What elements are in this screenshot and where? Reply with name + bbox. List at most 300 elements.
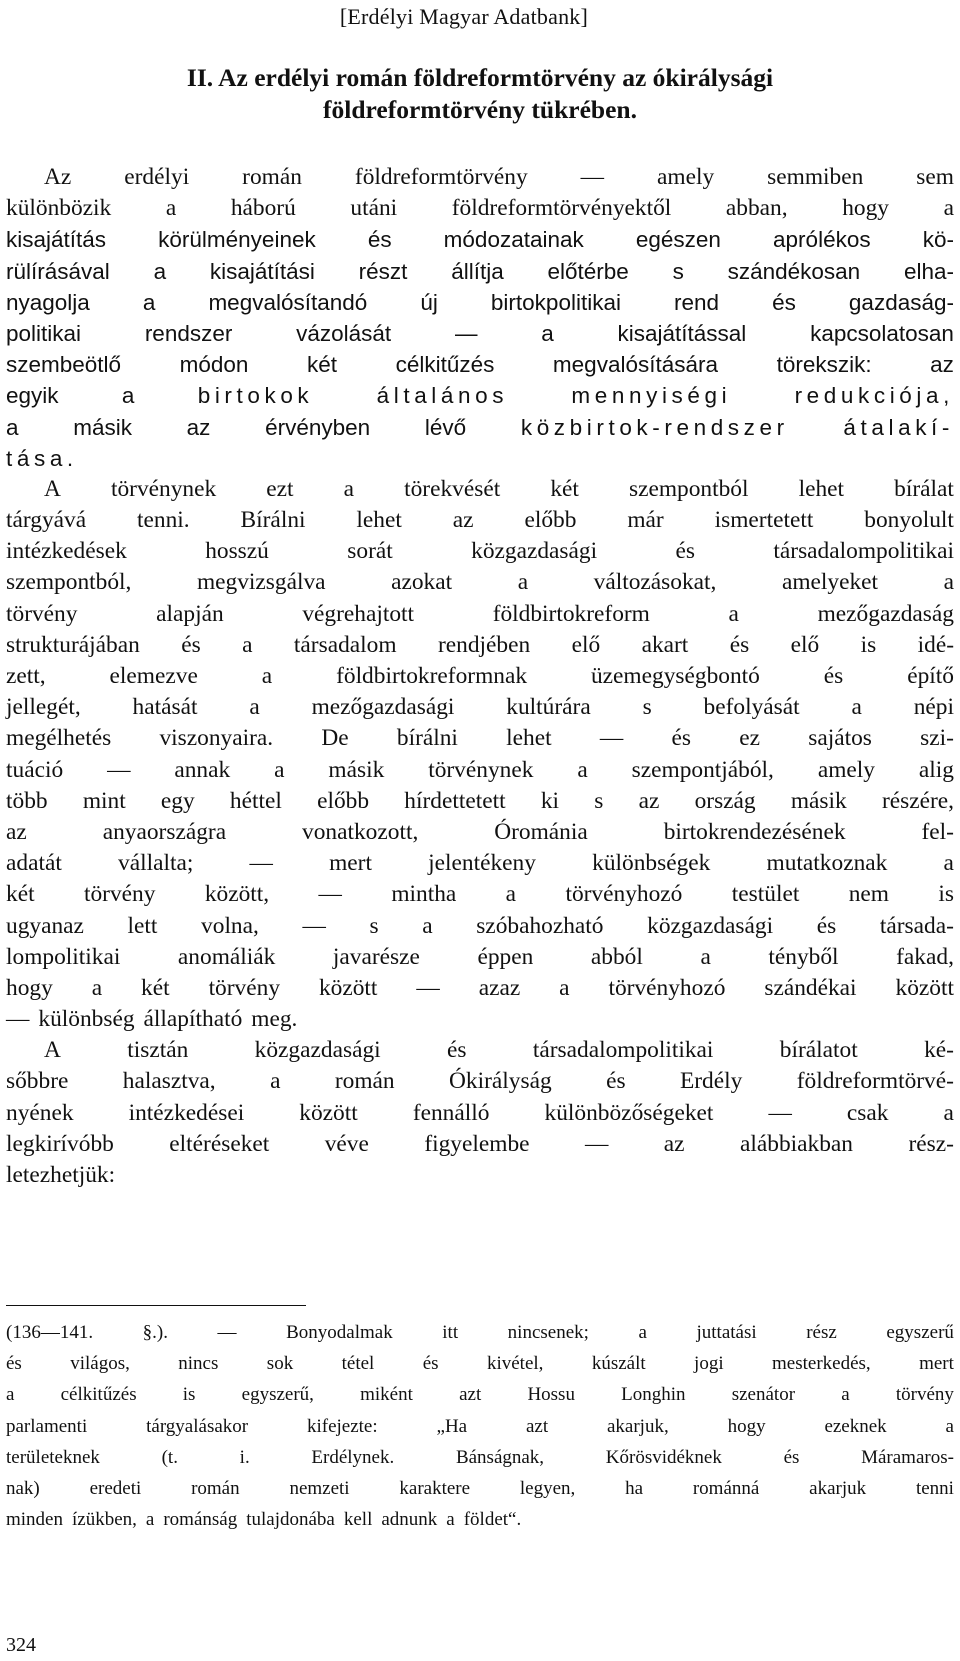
body-word: másik — [328, 756, 385, 783]
footnote-word: miként — [360, 1384, 413, 1406]
body-word: társada- — [879, 912, 954, 939]
body-word: elő — [571, 631, 601, 658]
body-word: halasztva, — [122, 1068, 216, 1095]
body-line — [6, 536, 954, 567]
body-word: állapítható — [143, 1006, 243, 1033]
body-word: két — [141, 974, 170, 1001]
footnote-word: földet“. — [463, 1509, 522, 1531]
body-word: kapcsolatosan — [810, 320, 954, 346]
body-word: törvény — [83, 881, 156, 908]
body-word: megélhetés — [6, 725, 112, 752]
body-word: átalakí- — [843, 414, 954, 440]
footnote-line — [6, 1318, 954, 1349]
body-word: rész- — [908, 1130, 954, 1157]
footnote-word: akarjuk, — [606, 1415, 669, 1437]
body-word: az — [452, 507, 474, 534]
body-word: tása. — [6, 445, 78, 471]
body-word: s — [642, 694, 652, 721]
body-word: egy — [160, 787, 195, 814]
footnote-line — [6, 1443, 954, 1474]
body-word: hogy — [842, 195, 889, 222]
body-word: hosszú — [205, 538, 269, 565]
footnote-word: területeknek — [6, 1446, 100, 1468]
body-word: adatát — [6, 850, 62, 877]
body-line — [6, 224, 954, 255]
body-word: népi — [913, 694, 954, 721]
section-title — [0, 62, 960, 126]
footnote-word: Bánságnak, — [455, 1446, 545, 1468]
body-word: és — [772, 289, 796, 315]
body-word: között — [318, 974, 378, 1001]
body-word: akart — [641, 631, 689, 658]
body-word: intézkedései — [128, 1099, 245, 1126]
body-line — [6, 848, 954, 879]
body-word: az — [638, 787, 660, 814]
body-word: s — [369, 912, 379, 939]
body-word: zett, — [6, 663, 46, 689]
footnote-word: kell — [343, 1509, 373, 1531]
body-word: új — [420, 289, 438, 315]
body-word: abban, — [725, 195, 788, 222]
body-word: törekszik: — [776, 352, 872, 378]
body-word: elha- — [903, 258, 954, 284]
footnote-word: kifejezte: — [306, 1415, 378, 1437]
body-line — [6, 817, 954, 848]
body-word: jelentékeny — [428, 850, 536, 877]
body-word: közgazdasági — [471, 538, 598, 565]
body-word: érvényben — [265, 414, 371, 440]
body-word: körülményeinek — [158, 227, 316, 253]
footnote-word: a — [6, 1384, 15, 1406]
section-title-line-2: földreformtörvény tükrében. — [323, 95, 637, 124]
body-word: nem — [848, 881, 889, 908]
body-word: tuáció — [6, 756, 64, 783]
body-line — [6, 505, 954, 536]
body-word: lehet — [506, 725, 552, 752]
footnote-word: (136—141. — [6, 1322, 94, 1343]
body-word: testület — [731, 881, 800, 908]
body-word: a — [577, 756, 588, 783]
footnote-word: román — [191, 1477, 240, 1499]
footnote-word: mert — [919, 1353, 954, 1375]
body-word: anyaországra — [102, 818, 227, 845]
body-word: s — [594, 787, 604, 814]
body-word: különbség — [38, 1006, 135, 1033]
body-word: fennálló — [412, 1099, 490, 1126]
body-word: rendjében — [437, 631, 531, 658]
body-line — [6, 599, 954, 630]
body-word: és — [606, 1068, 626, 1095]
body-word: társadalompolitikai — [532, 1037, 714, 1064]
body-word: földbirtokreform — [492, 600, 650, 627]
body-word: és — [675, 538, 696, 565]
body-word: közgazdasági — [647, 912, 774, 939]
body-line — [6, 1129, 954, 1160]
body-word: sajátos — [808, 725, 872, 752]
body-word: megvalósítására — [552, 352, 719, 378]
body-word: amely — [817, 756, 875, 783]
body-word: általános — [376, 383, 509, 409]
body-word: építő — [907, 663, 954, 689]
body-word: törekvését — [404, 475, 501, 502]
body-word: rendszer — [144, 320, 233, 346]
footnote-word: ha — [625, 1477, 644, 1499]
body-word: közgazdasági — [254, 1037, 381, 1064]
body-word: tényből — [768, 943, 839, 970]
body-word: két — [306, 352, 337, 378]
body-word: hogy — [6, 974, 53, 1001]
footnote-word: és — [422, 1353, 439, 1375]
footnote-word: nincs — [178, 1353, 219, 1375]
body-line — [6, 443, 954, 474]
body-word: különbözőségeket — [544, 1099, 714, 1126]
body-word: sem — [916, 164, 954, 190]
body-word: és — [671, 725, 691, 752]
body-word: és — [447, 1037, 467, 1064]
body-word: bírálatot — [779, 1037, 858, 1064]
body-word: lett — [127, 912, 158, 939]
body-word: fakad, — [896, 943, 954, 970]
body-word: a — [274, 756, 285, 783]
body-word: az — [930, 352, 954, 378]
body-word: a — [943, 569, 954, 596]
body-line — [6, 630, 954, 661]
body-word: között — [299, 1099, 358, 1126]
body-word: — — [580, 164, 605, 190]
body-word: változásokat, — [593, 569, 717, 596]
body-word: végrehajtott — [302, 600, 415, 627]
body-word: a — [270, 1068, 281, 1095]
body-word: szándékosan — [727, 258, 861, 284]
body-line — [6, 474, 954, 505]
body-word: rend — [674, 289, 720, 315]
body-line — [6, 786, 954, 817]
body-word: a — [505, 881, 517, 908]
body-word: fel- — [921, 818, 954, 845]
body-word: — — [454, 320, 478, 346]
body-word: a — [91, 974, 103, 1001]
body-word: a — [943, 1099, 954, 1126]
body-word: szempontjából, — [631, 756, 774, 783]
body-word: különbözik — [6, 195, 112, 222]
body-word: vonatkozott, — [302, 818, 419, 845]
body-word: kisajátítással — [617, 320, 747, 346]
footnote-word: nemzeti — [289, 1477, 350, 1499]
footnote-word: és — [783, 1446, 800, 1468]
body-word: hírdettetett — [404, 787, 506, 814]
body-word: román — [242, 164, 302, 190]
body-word: s — [672, 258, 684, 284]
body-word: Órománia — [494, 818, 588, 845]
body-word: alig — [918, 756, 954, 783]
body-word: az — [663, 1130, 685, 1157]
body-word: közbirtok-rendszer — [520, 414, 789, 440]
body-word: földbirtokreformnak — [336, 663, 528, 689]
footnote-word: legyen, — [519, 1477, 576, 1499]
footnote-word: tétel — [341, 1353, 375, 1375]
body-word: két — [550, 475, 579, 502]
body-word: másik — [790, 787, 847, 814]
footnote-word: és — [6, 1353, 22, 1375]
body-word: vázolását — [296, 320, 392, 346]
body-line — [6, 412, 954, 443]
body-word: a — [6, 414, 19, 440]
body-word: redukciója, — [794, 383, 954, 409]
footnote-word: itt — [442, 1322, 459, 1343]
footnote-word: egyszerű — [886, 1322, 954, 1343]
body-word: tárgyává — [6, 507, 87, 534]
body-word: aprólékos — [773, 227, 871, 253]
body-word: — — [6, 1006, 30, 1033]
body-word: elő — [790, 631, 820, 658]
body-word: állítja — [451, 258, 504, 284]
footnote-word: akarjuk — [809, 1477, 867, 1499]
footnote-word: ezeknek — [824, 1415, 887, 1437]
body-word: birtokrendezésének — [663, 818, 846, 845]
body-word: véve — [324, 1130, 369, 1157]
section-title-line-1: II. Az erdélyi román földreformtörvény az ókirálysági — [186, 63, 774, 92]
body-word: hatását — [132, 694, 198, 721]
body-word: javarésze — [332, 943, 420, 970]
footnote-word: minden — [6, 1509, 63, 1531]
body-word: — — [416, 974, 440, 1001]
body-line — [6, 723, 954, 754]
footnote-word: románság — [163, 1509, 238, 1531]
body-word: is — [860, 631, 877, 658]
body-word: anomáliák — [177, 943, 276, 970]
body-word: kultúrára — [506, 694, 591, 721]
body-word: törvény — [208, 974, 281, 1001]
body-word: a — [261, 663, 273, 689]
body-word: gazdaság- — [848, 289, 954, 315]
footnote-word: világos, — [70, 1353, 130, 1375]
body-word: előbb — [317, 787, 370, 814]
footnote-word: adnunk — [381, 1509, 438, 1531]
body-word: és — [367, 227, 392, 253]
footnote-line — [6, 1412, 954, 1443]
body-word: bírálni — [396, 725, 458, 752]
body-word: erdélyi — [124, 164, 190, 190]
footnote-word: „Ha — [436, 1415, 468, 1437]
body-word: szembeötlő — [6, 352, 122, 378]
body-word: nyagolja — [6, 289, 90, 315]
body-word: is — [938, 881, 954, 908]
body-line — [6, 1066, 954, 1097]
footnote-word: is — [182, 1384, 196, 1406]
footnote-word: parlamenti — [6, 1415, 88, 1437]
body-word: ez — [739, 725, 760, 752]
body-line — [6, 1160, 954, 1191]
body-word: román — [334, 1068, 395, 1095]
body-word: ország — [694, 787, 756, 814]
body-word: és — [181, 631, 201, 658]
body-word: mert — [329, 850, 372, 877]
body-word: rülírásával — [6, 258, 110, 284]
body-word: — — [584, 1130, 609, 1157]
body-word: A — [44, 1037, 61, 1064]
body-line — [6, 973, 954, 1004]
body-word: és — [823, 663, 844, 689]
footnote-word: (t. — [161, 1446, 178, 1468]
body-word: annak — [174, 756, 231, 783]
body-word: ugyanaz — [6, 912, 84, 939]
body-word: módozatainak — [443, 227, 584, 253]
body-word: tenni. — [137, 507, 190, 534]
body-word: viszonyaira. — [159, 725, 274, 752]
body-word: idé- — [917, 631, 954, 658]
footnote-word: rész — [806, 1322, 837, 1343]
body-word: meg. — [251, 1006, 298, 1033]
body-word: sőbbre — [6, 1068, 69, 1095]
body-line — [6, 1035, 954, 1066]
body-word: abból — [590, 943, 643, 970]
body-word: a — [943, 850, 954, 877]
body-line — [6, 1004, 954, 1035]
body-line — [6, 567, 954, 598]
body-word: földreformtörvényektől — [451, 195, 672, 222]
body-line — [6, 692, 954, 723]
body-word: a — [249, 694, 260, 721]
body-word: ki — [540, 787, 560, 814]
body-word: bírálat — [894, 475, 954, 502]
footnote-line — [6, 1380, 954, 1411]
body-word: célkitűzés — [395, 352, 495, 378]
body-word: semmiben — [767, 164, 864, 190]
body-word: Az — [44, 164, 72, 190]
body-word: — — [599, 725, 624, 752]
body-word: a — [343, 475, 355, 502]
body-word: törvénynek — [110, 475, 217, 502]
body-word: — — [768, 1099, 792, 1126]
body-line — [6, 755, 954, 786]
body-word: a — [728, 600, 739, 627]
footnote-word: Erdélynek. — [311, 1446, 395, 1468]
body-word: és — [816, 912, 837, 939]
body-word: részére, — [881, 787, 954, 814]
body-word: legkirívóbb — [6, 1130, 114, 1157]
footnote-word: Hossu — [527, 1384, 575, 1406]
footnote-word: nak) — [6, 1477, 40, 1499]
body-word: Ókirályság — [449, 1068, 552, 1095]
body-word: részt — [358, 258, 408, 284]
body-word: bonyolult — [864, 507, 954, 534]
footnote-word: karaktere — [399, 1477, 471, 1499]
footnote-word: azt — [459, 1384, 482, 1406]
body-word: a — [559, 974, 570, 1001]
body-word: üzemegységbontó — [590, 663, 760, 689]
body-word: a — [700, 943, 711, 970]
footnote-line — [6, 1505, 954, 1536]
body-word: lompolitikai — [6, 943, 121, 970]
footnote-word: románná — [692, 1477, 760, 1499]
body-word: intézkedések — [6, 538, 127, 565]
body-word: a — [517, 569, 529, 596]
footnote-word: tenni — [915, 1477, 954, 1499]
footnote-word: a — [841, 1384, 850, 1406]
body-word: megvizsgálva — [196, 569, 326, 596]
body-word: lehet — [798, 475, 845, 502]
body-word: két — [6, 881, 35, 908]
body-word: befolyását — [703, 694, 800, 721]
source-header: [Erdélyi Magyar Adatbank] — [339, 4, 588, 29]
body-line — [6, 256, 954, 287]
body-word: és — [729, 631, 750, 658]
body-line — [6, 879, 954, 910]
body-word: a — [242, 631, 253, 658]
body-word: Erdély — [679, 1068, 743, 1095]
body-text — [6, 162, 954, 1191]
body-line — [6, 162, 954, 193]
body-word: törvény — [6, 600, 78, 627]
footnote-word: hogy — [727, 1415, 766, 1437]
footnote-word: a — [638, 1322, 647, 1343]
body-word: között — [895, 974, 954, 1001]
body-word: a — [165, 195, 177, 222]
footnote-word: a — [446, 1509, 455, 1531]
body-word: strukturájában — [6, 631, 140, 658]
body-word: sorát — [347, 538, 393, 565]
body-line — [6, 318, 954, 349]
footnote-word: szenátor — [731, 1384, 796, 1406]
footnote-word: egyszerű, — [241, 1384, 314, 1406]
body-word: mennyiségi — [571, 383, 732, 409]
footnote-line — [6, 1349, 954, 1380]
footnote-divider — [6, 1305, 306, 1306]
body-word: előbb — [524, 507, 577, 534]
body-line — [6, 661, 954, 692]
body-word: alábbiakban — [740, 1130, 854, 1157]
body-line — [6, 349, 954, 380]
body-word: vállalta; — [118, 850, 194, 877]
footnote-word: kúszált — [591, 1353, 646, 1375]
body-word: politikai — [6, 320, 82, 346]
footnote-word: Máramaros- — [861, 1446, 954, 1468]
footnote-word: Kőrösvidéknek — [605, 1446, 722, 1468]
body-line — [6, 1098, 954, 1129]
body-word: lévő — [424, 414, 467, 440]
body-word: szándékai — [764, 974, 857, 1001]
body-word: ismertetett — [714, 507, 814, 534]
body-word: előtérbe — [547, 258, 629, 284]
body-word: azokat — [391, 569, 453, 596]
footnote-word: célkitűzés — [60, 1384, 137, 1406]
body-word: szempontból, — [6, 569, 132, 596]
body-word: a — [121, 383, 135, 409]
body-word: amelyeket — [781, 569, 879, 596]
body-word: alapján — [156, 600, 224, 627]
body-word: A — [44, 475, 61, 502]
body-word: társadalompolitikai — [773, 538, 954, 565]
body-word: birtokok — [197, 383, 314, 409]
footnote-word: jogi — [694, 1353, 724, 1375]
body-word: — — [107, 756, 131, 783]
footnote-word: kivétel, — [486, 1353, 544, 1375]
footnote-word: Bonyodalmak — [286, 1322, 393, 1343]
footnote-word: §.). — [142, 1322, 168, 1343]
body-word: kö- — [922, 227, 954, 253]
body-word: kisajátítási — [209, 258, 315, 284]
body-line — [6, 942, 954, 973]
footnote-word: azt — [525, 1415, 549, 1437]
footnote-word: i. — [239, 1446, 250, 1468]
body-line — [6, 287, 954, 318]
body-word: — — [318, 881, 342, 908]
body-word: a — [422, 912, 433, 939]
body-line — [6, 193, 954, 224]
footnote-word: ízükben, — [72, 1509, 137, 1531]
footnote — [6, 1318, 954, 1536]
body-word: mintha — [391, 881, 457, 908]
